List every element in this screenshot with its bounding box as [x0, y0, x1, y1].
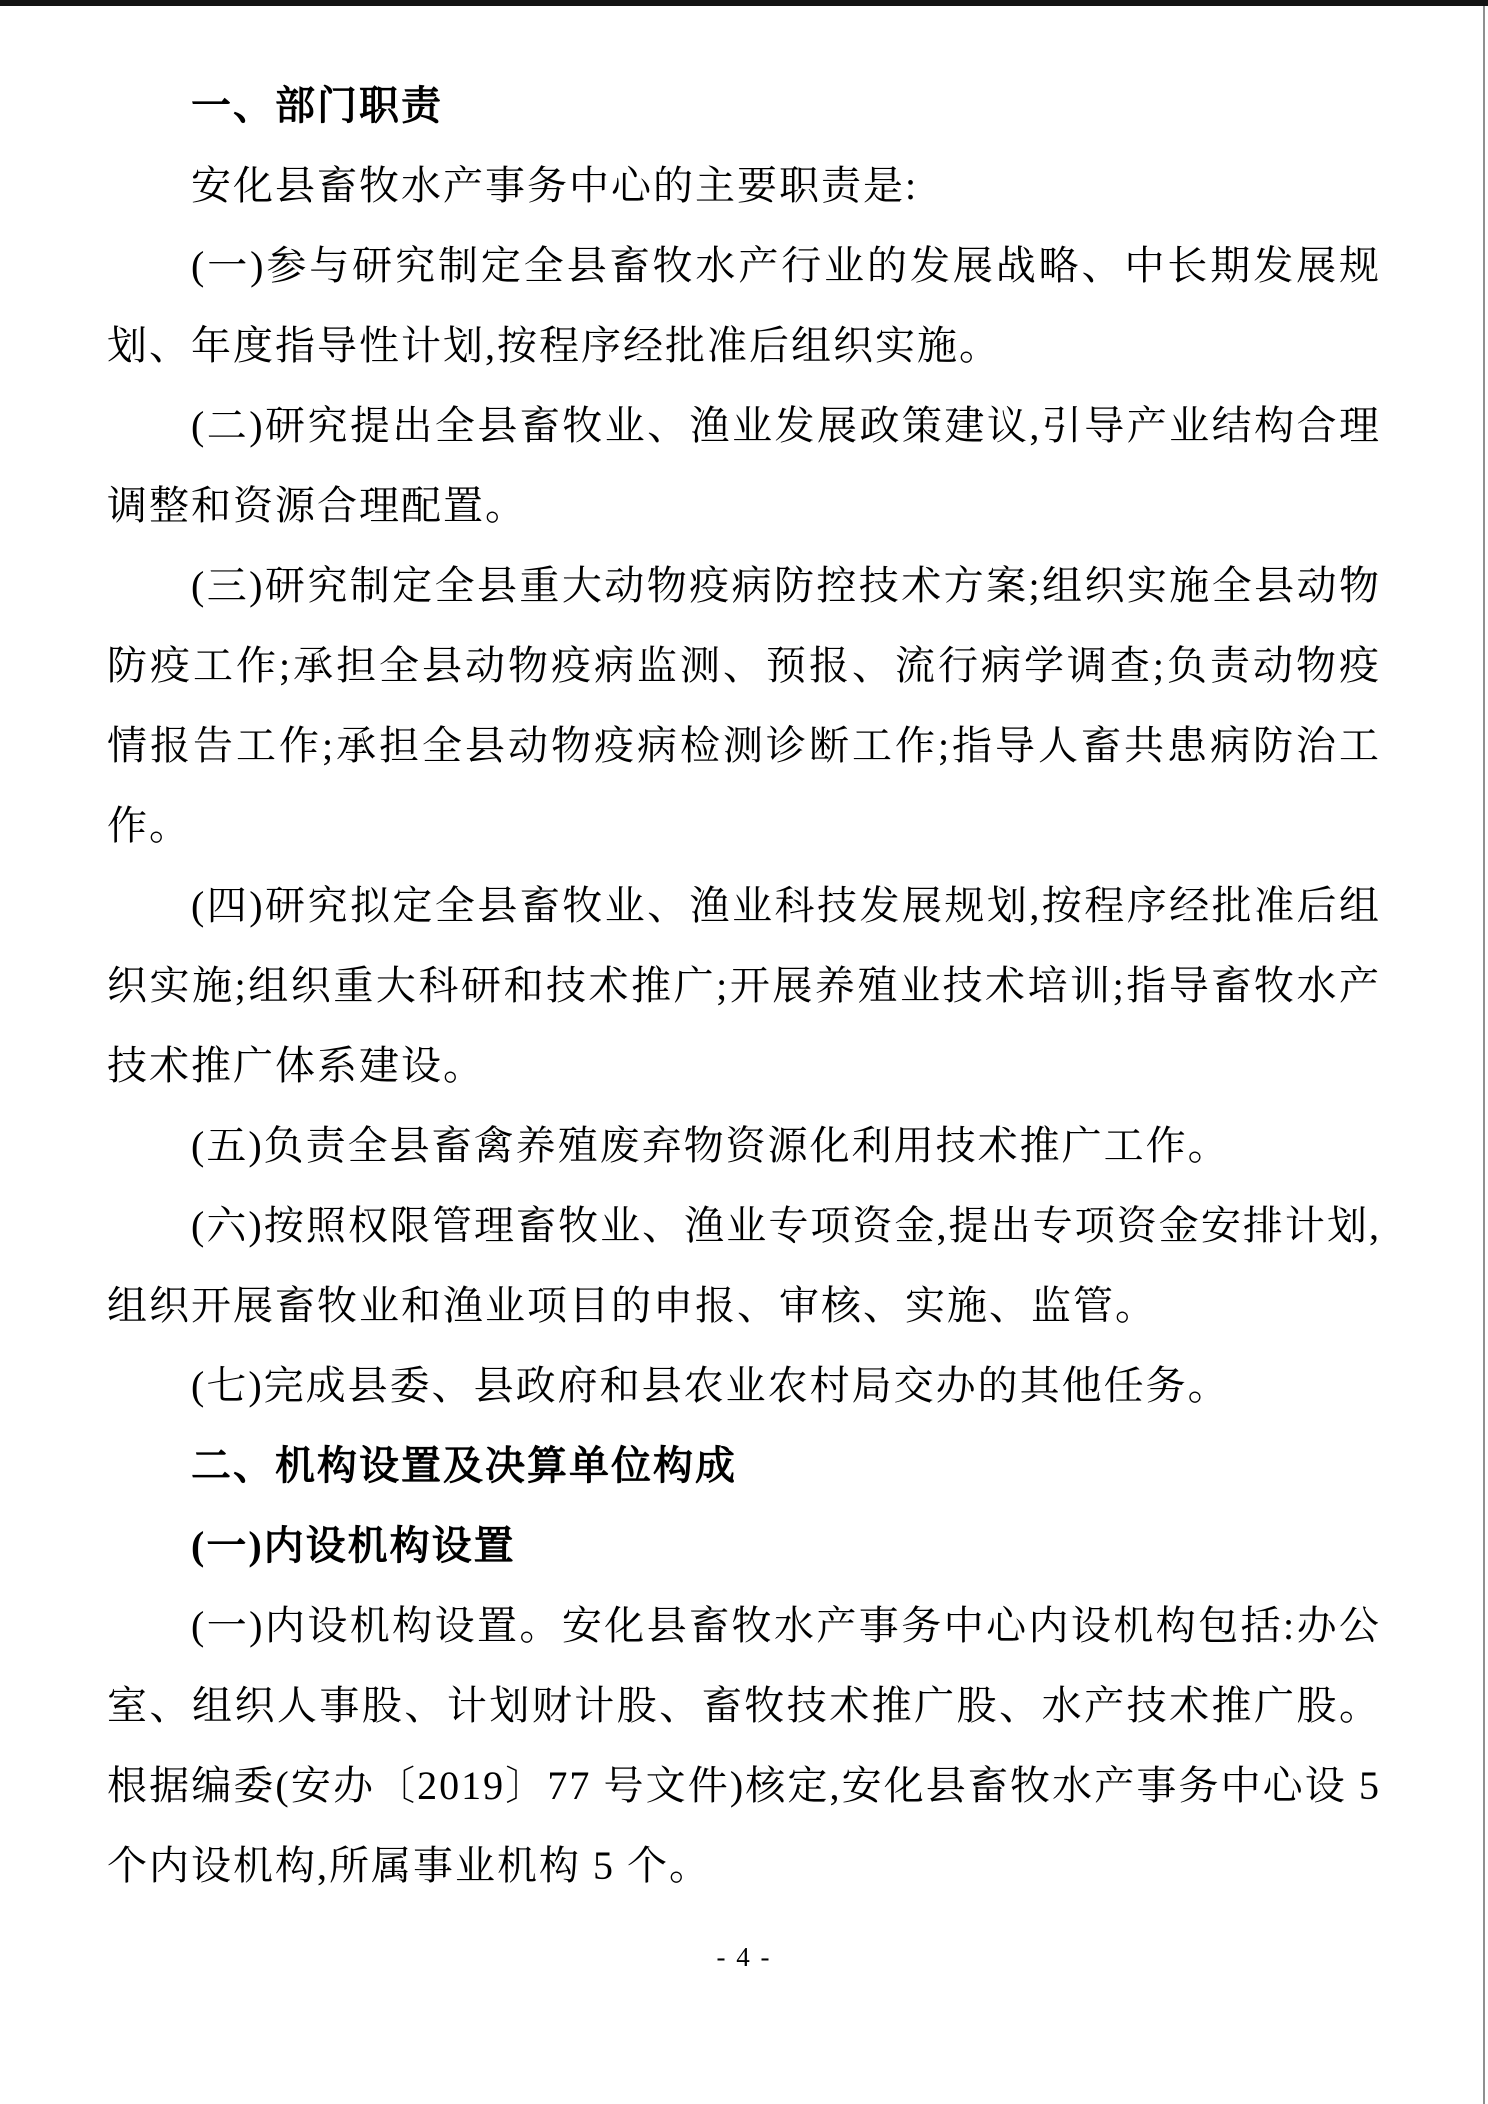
duty-item-4: (四)研究拟定全县畜牧业、渔业科技发展规划,按程序经批准后组织实施;组织重大科研和技术推广;开展养殖业技术培训;指导畜牧水产技术推广体系建设。 — [107, 883, 1381, 1088]
page-top-border — [0, 0, 1488, 6]
intro-paragraph: 安化县畜牧水产事务中心的主要职责是: — [191, 163, 919, 208]
duty-item-6: (六)按照权限管理畜牧业、渔业专项资金,提出专项资金安排计划,组织开展畜牧业和渔业项目的申报、审核、实施、监管。 — [107, 1203, 1381, 1328]
page-number: - 4 - — [716, 1942, 772, 1972]
section-heading-duties: 一、部门职责 — [191, 84, 443, 128]
duty-item-5: (五)负责全县畜禽养殖废弃物资源化利用技术推广工作。 — [191, 1123, 1230, 1168]
page-right-edge-line — [1483, 6, 1485, 2104]
duty-item-2: (二)研究提出全县畜牧业、渔业发展政策建议,引导产业结构合理调整和资源合理配置。 — [107, 403, 1381, 528]
subsection-heading-internal-org: (一)内设机构设置 — [191, 1523, 516, 1568]
duty-item-3: (三)研究制定全县重大动物疫病防控技术方案;组织实施全县动物防疫工作;承担全县动物疫病监测、预报、流行病学调查;负责动物疫情报告工作;承担全县动物疫病检测诊断工作;指导人畜共患病防治工作。 — [107, 563, 1381, 848]
section-heading-org: 二、机构设置及决算单位构成 — [191, 1444, 737, 1488]
document-content — [107, 66, 1381, 1906]
duty-item-7: (七)完成县委、县政府和县农业农村局交办的其他任务。 — [191, 1363, 1230, 1408]
duty-item-1: (一)参与研究制定全县畜牧水产行业的发展战略、中长期发展规划、年度指导性计划,按程序经批准后组织实施。 — [107, 243, 1381, 368]
org-structure-paragraph: (一)内设机构设置。安化县畜牧水产事务中心内设机构包括:办公室、组织人事股、计划财计股、畜牧技术推广股、水产技术推广股。根据编委(安办〔2019〕77 号文件)核定,安化县畜牧水产事务中心设 5 个内设机构,所属事业机构 5 个。 — [107, 1603, 1381, 1888]
